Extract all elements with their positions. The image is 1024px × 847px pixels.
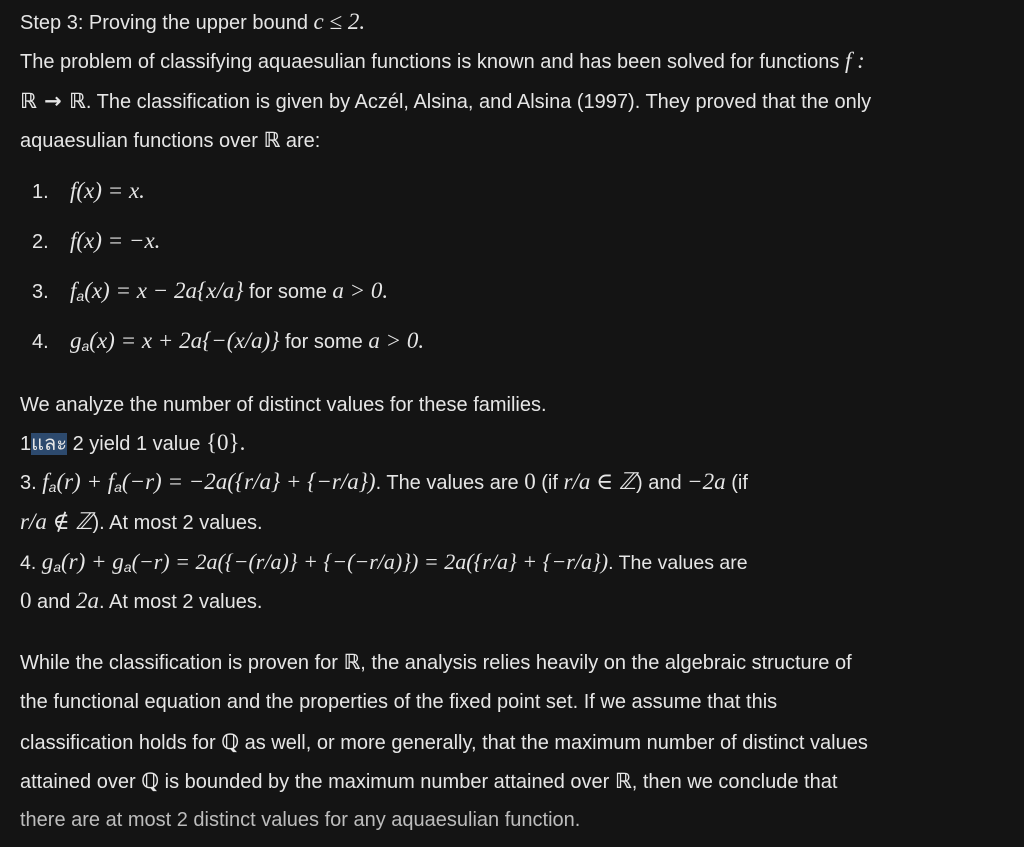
item3-m7: −2a	[687, 469, 726, 494]
closing-math-q: ℚ	[221, 730, 240, 754]
closing-line-3	[20, 728, 868, 757]
list-math-fname: g	[70, 328, 82, 353]
item3-t1: . The values are	[375, 472, 525, 494]
list-item-2	[32, 227, 160, 256]
closing-text: , the analysis relies heavily on the algebraic structure of	[360, 652, 852, 674]
item3-t3: ) and	[635, 472, 688, 494]
list-math: f(x) = −x.	[70, 228, 161, 253]
list-number: 1.	[32, 181, 49, 203]
intro-math-f: f :	[844, 48, 865, 73]
list-text: for some	[243, 281, 333, 303]
closing-text: While the classification is proven for	[20, 652, 344, 674]
step-heading-text: Step 3: Proving the upper bound	[20, 12, 314, 34]
intro-line-3	[20, 126, 320, 155]
step-heading-math: c ≤ 2.	[313, 9, 366, 34]
intro-text-1: The problem of classifying aquaesulian functions is known and has been solved for functions	[20, 51, 845, 73]
item3-m3: f	[107, 469, 115, 494]
list-math: f(x) = x.	[70, 178, 145, 203]
closing-line-5: there are at most 2 distinct values for any aquaesulian function.	[20, 809, 581, 831]
item3-l2t: ). At most 2 values.	[92, 512, 263, 534]
item-3-line-1	[20, 468, 748, 501]
item-3-line-2	[20, 508, 263, 537]
closing-text: attained over	[20, 771, 142, 793]
item4-m1: g	[41, 549, 54, 574]
closing-math-q: ℚ	[141, 769, 160, 793]
closing-math-r: ℝ	[614, 769, 632, 793]
intro-math-r: ℝ	[263, 128, 281, 152]
list-math-sub: a	[81, 338, 90, 354]
intro-text-3: aquaesulian functions over	[20, 130, 264, 152]
item12-highlight: และ	[31, 433, 68, 455]
analyze-line: We analyze the number of distinct values for these families.	[20, 394, 547, 416]
list-number: 4.	[32, 331, 49, 353]
list-item-3	[32, 277, 388, 310]
list-item-1	[32, 177, 145, 206]
list-math-fname: f	[70, 278, 77, 303]
item-1-2-line	[20, 429, 245, 458]
item3-m5: 0	[524, 469, 536, 494]
item4-m2: (r) +	[60, 549, 113, 574]
list-math-sub: a	[76, 288, 85, 304]
item3-t4: (if	[725, 472, 748, 494]
item3-m4: (−r) = −2a({r/a} + {−r/a})	[121, 469, 376, 494]
item3-num: 3.	[20, 472, 43, 494]
closing-line-2: the functional equation and the properties of the fixed point set. If we assume that this	[20, 691, 778, 713]
item3-m1s: a	[48, 479, 57, 495]
intro-line-1	[20, 47, 865, 76]
intro-line-2	[20, 87, 871, 116]
item4-m3s: a	[123, 559, 132, 575]
list-number: 2.	[32, 231, 49, 253]
item-4-line-2	[20, 587, 262, 616]
item4-l2m1: 0	[20, 588, 32, 613]
item4-t1: . The values are	[608, 552, 748, 574]
item4-l2t2: . At most 2 values.	[98, 591, 263, 613]
closing-line-4	[20, 767, 837, 796]
closing-text: , then we conclude that	[631, 771, 838, 793]
step-heading	[20, 8, 365, 37]
item3-t2: (if	[535, 472, 564, 494]
item3-m1: f	[42, 469, 49, 494]
item4-m3: g	[112, 549, 124, 574]
intro-text-4: are:	[280, 130, 321, 152]
item4-num: 4.	[20, 552, 42, 574]
list-math-tail: a > 0.	[332, 278, 389, 303]
list-number: 3.	[32, 281, 49, 303]
list-item-4	[32, 327, 424, 360]
item3-m3s: a	[114, 479, 122, 495]
list-math: (x) = x − 2a{x/a}	[84, 278, 244, 303]
closing-text: as well, or more generally, that the maximum number of distinct values	[239, 732, 868, 754]
item4-l2m2: 2a	[75, 588, 99, 613]
item3-m6: r/a ∈ ℤ	[563, 469, 636, 494]
item12-text: 2 yield 1 value	[67, 433, 206, 455]
closing-text: is bounded by the maximum number attained over	[159, 771, 615, 793]
intro-text-2: . The classification is given by Aczél, Alsina, and Alsina (1997). They proved that the only	[85, 91, 872, 113]
list-math-tail: a > 0.	[368, 328, 425, 353]
item4-m4: (−r) = 2a({−(r/a)} + {−(−r/a)}) = 2a({r/a} + {−r/a})	[131, 549, 609, 574]
closing-math-r: ℝ	[343, 650, 361, 674]
item4-m1s: a	[53, 559, 61, 575]
item-4-line-1	[20, 548, 748, 581]
closing-line-1	[20, 648, 852, 677]
item3-m2: (r) +	[56, 469, 108, 494]
item12-math: {0}.	[206, 430, 246, 455]
intro-math-r-to-r: ℝ → ℝ	[20, 89, 86, 113]
item3-l2m: r/a ∉ ℤ	[20, 509, 93, 534]
item4-l2t1: and	[31, 591, 76, 613]
closing-text: classification holds for	[20, 732, 222, 754]
list-text: for some	[279, 331, 369, 353]
item12-prefix: 1	[20, 433, 32, 455]
list-math: (x) = x + 2a{−(x/a)}	[89, 328, 280, 353]
